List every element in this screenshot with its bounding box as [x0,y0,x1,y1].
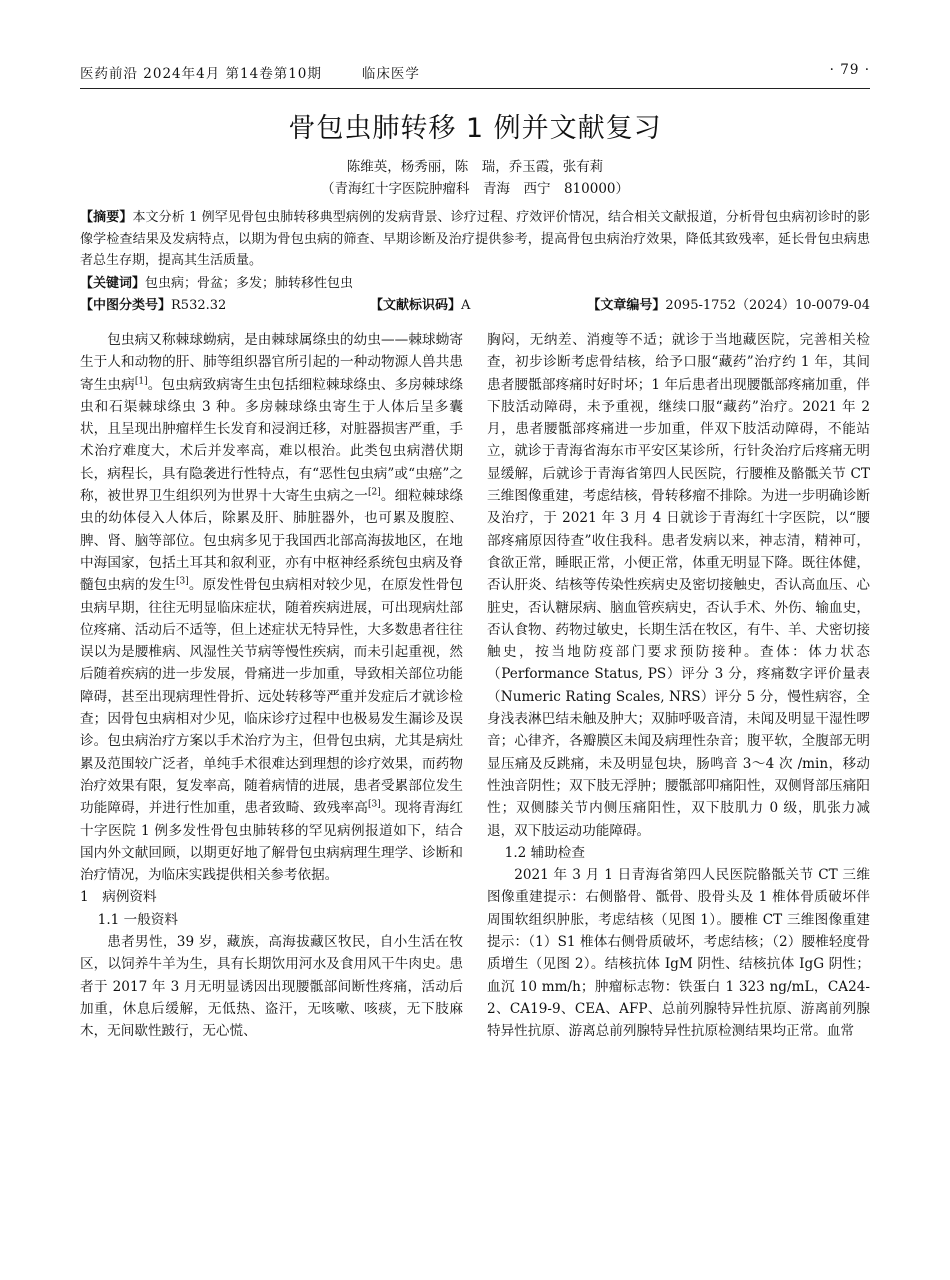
intro-text-2: 。包虫病致病寄生虫包括细粒棘球绦虫、多房棘球绦虫和石渠棘球绦虫 3 种。多房棘球绦虫寄生于人体后呈多囊状，且呈现出肿瘤样生长发育和浸润迁移，对脏器损害严重，手术治疗难度大，术后并发率高，难以根治。此类包虫病潜伏期长，病程长，具有隐袭进行性特点，有“恶性包虫病”或“虫癌”之称，被世界卫生组织列为世界十大寄生虫病之一 [80,376,464,505]
journal-info: 医药前沿 2024年4月 第14卷第10期 [80,66,322,82]
intro-text-3: 。细粒棘球绦虫的幼体侵入人体后，除累及肝、肺脏器外，也可累及腹腔、脾、肾、脑等部位。包虫病多见于我国西北部高海拔地区，在地中海国家，包括土耳其和叙利亚，亦有中枢神经系统包虫病及脊髓包虫病的发生 [80,488,464,594]
doc-value: A [461,298,471,313]
subsection-heading-1-1: 1.1 一般资料 [97,911,178,928]
header-left [80,62,420,82]
case-paragraph: 患者男性，39 岁，藏族，高海拔藏区牧民，自小生活在牧区，以饲养牛羊为生，具有长期饮用河水及食用风干牛肉史。患者于 2017 年 3 月无明显诱因出现腰骶部间断性疼痛，活动后加重，休息后缓解，无低热、盗汗，无咳嗽、咳痰，无下肢麻木，无间歇性跛行，无心慌、 [80,934,463,1040]
intro-text-4: 。原发性骨包虫病相对较少见，在原发性骨包虫病早期，往往无明显临床症状，随着疾病进展，可出现病灶部位疼痛、活动后不适等，但上述症状无特异性，大多数患者往往误以为是腰椎病、风湿性关节病等慢性疾病，而未引起重视，然后随着疾病的进一步发展，骨痛进一步加重，导致相关部位功能障碍，甚至出现病理性骨折、远处转移等严重并发症后才就诊检查；因骨包虫病相对少见，临床诊疗过程中也极易发生漏诊及误诊。包虫病治疗方案以手术治疗为主，但骨包虫病，尤其是病灶累及范围较广泛者，单纯手术很难达到理想的诊疗效果，而药物治疗效果有限，复发率高，随着病情的进展，患者受累部位发生功能障碍，并进行性加重，患者致畸、致残率高 [80,577,464,817]
article-number [587,294,870,313]
citation-2: [2] [367,487,381,498]
clc-label: 【中图分类号】 [80,298,172,313]
intro-text-5: 。现将青海红十字医院 1 例多发性骨包虫肺转移的罕见病例报道如下，结合国内外文献回顾，以期更好地了解骨包虫病病理生理学、诊断和治疗情况，为临床实践提供相关参考依据。 [80,800,464,884]
citation-4: [3] [367,799,381,810]
right-column [487,329,870,1043]
case-continued-paragraph: 胸闷，无纳差、消瘦等不适；就诊于当地藏医院，完善相关检查，初步诊断考虑骨结核，给予口服“藏药”治疗约 1 年，其间患者腰骶部疼痛时好时坏；1 年后患者出现腰骶部疼痛加重，伴下肢活动障碍，未予重视，继续口服“藏药”治疗。2021 年 2 月，患者腰骶部疼痛进一步加重，伴双下肢活动障碍，不能站立，就诊于青海省海东市平安区某诊所，行针灸治疗后疼痛无明显缓解，后就诊于青海省第四人民医院，行腰椎及骼骶关节 CT 三维图像重建，考虑结核，骨转移瘤不排除。为进一步明确诊断及治疗，于 2021 年 3 月 4 日就诊于青海红十字医院，以“腰部疼痛原因待查”收住我科。患者发病以来，神志清，精神可，食欲正常，睡眠正常，小便正常，体重无明显下降。既往体健，否认肝炎、结核等传染性疾病史及密切接触史，否认高血压、心脏史，否认糖尿病、脑血管疾病史，否认手术、外伤、输血史，否认食物、药物过敏史，长期生活在牧区，有牛、羊、犬密切接触史，按当地防疫部门要求预防接种。查体：体力状态（Performance Status, PS）评分 3 分，疼痛数字评价量表（Numeric Rating Scales, NRS）评分 5 分，慢性病容，全身浅表淋巴结未触及肿大；双肺呼吸音清，未闻及明显干湿性啰音；心律齐，各瓣膜区未闻及病理性杂音；腹平软，全腹部无明显压痛及反跳痛，未及明显包块，肠鸣音 3～4 次 /min，移动性浊音阴性；双下肢无浮肿；腰骶部叩痛阳性，双侧肾部压痛阳性；双侧膝关节内侧压痛阳性，双下肢肌力 0 级，肌张力减退，双下肢运动功能障碍。 [487,332,870,839]
art-label: 【文章编号】 [587,298,666,313]
clc-value: R532.32 [171,298,227,313]
intro-text-1: 包虫病又称棘球蚴病，是由棘球属绦虫的幼虫——棘球蚴寄生于人和动物的肝、肺等组织器官所引起的一种动物源人兽共患寄生虫病 [80,332,463,393]
doc-label: 【文献标识码】 [370,298,462,313]
citation-3: [3] [176,576,189,587]
classification-line [80,294,870,314]
clc-number [80,294,226,313]
exam-paragraph: 2021 年 3 月 1 日青海省第四人民医院骼骶关节 CT 三维图像重建提示：右侧骼骨、骶骨、股骨头及 1 椎体骨质破坏伴周围软组织肿胀，考虑结核（见图 1）。腰椎 CT 三维图像重建提示：（1）S1 椎体右侧骨质破坏，考虑结核；（2）腰椎轻度骨质增生（见图 2）。结核抗体 IgM 阴性、结核抗体 IgG 阴性；血沉 10 mm/h；肿瘤标志物：铁蛋白 1 323 ng/mL，CA24-2、CA19-9、CEA、AFP、总前列腺特异性抗原、游离前列腺特异性抗原、游离总前列腺特异性抗原检测结果均正常。血常 [487,867,870,1040]
abstract [80,207,870,272]
keywords-label: 【关键词】 [80,276,146,291]
article-title: 骨包虫肺转移 1 例并文献复习 [288,113,662,144]
page-number: · 79 · [829,62,870,78]
abstract-text: 本文分析 1 例罕见骨包虫肺转移典型病例的发病背景、诊疗过程、疗效评价情况，结合相关文献报道，分析骨包虫病初诊时的影像学检查结果及发病特点，以期为骨包虫病的筛查、早期诊断及治疗提供参考，提高骨包虫病治疗效果，降低其致残率，延长骨包虫病患者总生存期，提高其生活质量。 [80,210,870,268]
header-rule [80,88,870,89]
citation-1: [1] [134,376,148,387]
section-name: 临床医学 [361,66,420,82]
art-value: 2095-1752（2024）10-0079-04 [665,298,870,313]
running-header [80,62,870,86]
authors: 陈维英，杨秀丽，陈 瑞，乔玉霞，张有莉 [346,159,604,175]
subsection-heading-1-2: 1.2 辅助检查 [504,844,585,861]
keywords-text: 包虫病；骨盆；多发；肺转移性包虫 [145,276,354,291]
keywords [80,272,870,291]
affiliation: （青海红十字医院肿瘤科 青海 西宁 810000） [320,181,630,197]
intro-paragraph [80,329,463,886]
doc-code [370,294,470,313]
abstract-label: 【摘要】 [80,210,133,225]
section-heading-1: 1 病例资料 [80,889,157,906]
left-column [80,329,463,1043]
